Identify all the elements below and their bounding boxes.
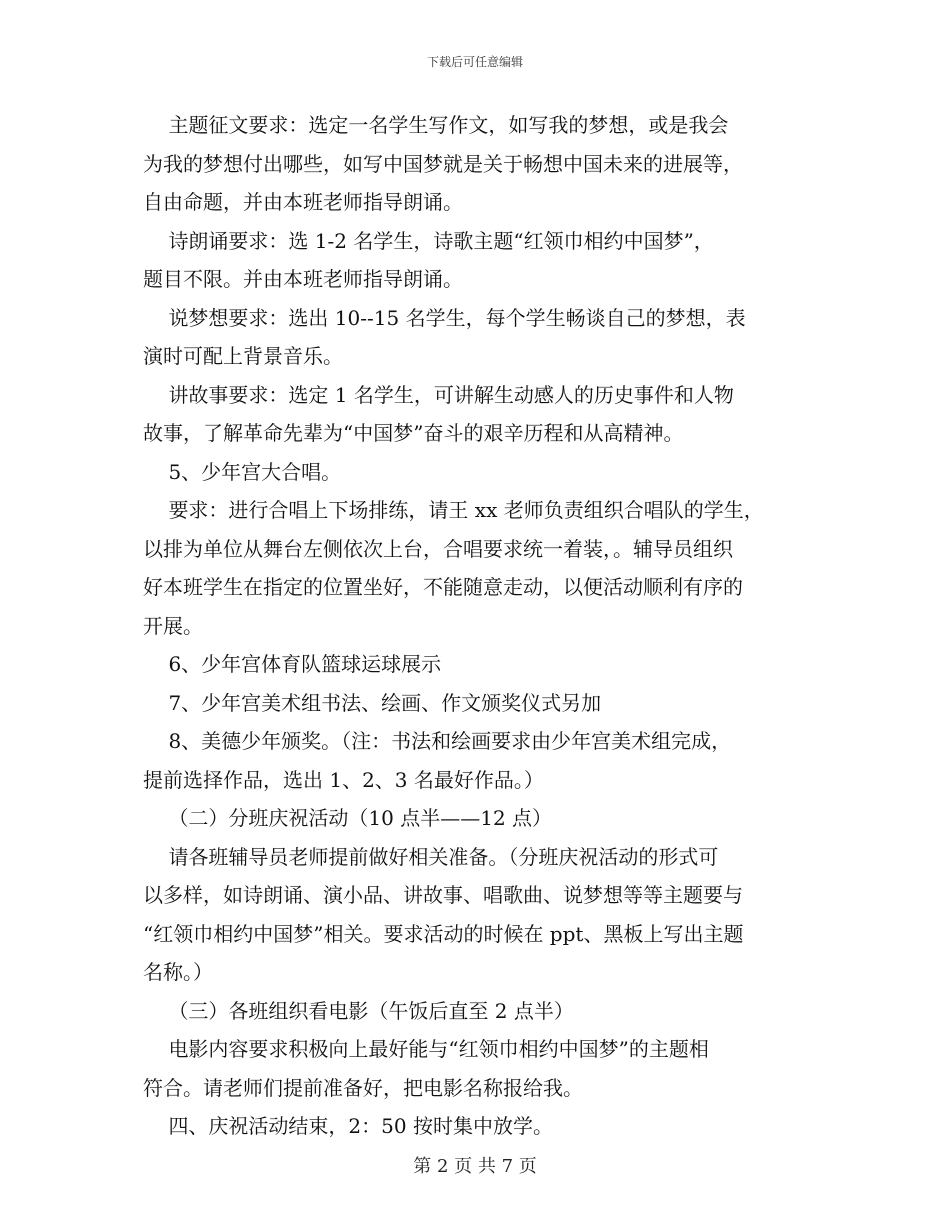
paragraph: 要求：进行合唱上下场排练，请王 xx 老师负责组织合唱队的学生， 以排为单位从舞台左侧依次上台，合唱要求统一着装，。辅导员组织 好本班学生在指定的位置坐好，不能随意走动，以便活动顺利有序的 开展。 <box>143 498 764 638</box>
paragraph: 诗朗诵要求：选 1-2 名学生，诗歌主题“红领巾相约中国梦”， 题目不限。并由本班老师指导朗诵。 <box>143 228 714 291</box>
paragraph: 说梦想要求：选出 10--15 名学生，每个学生畅谈自己的梦想，表 演时可配上背景音乐。 <box>143 305 746 368</box>
paragraph: 电影内容要求积极向上最好能与“红领巾相约中国梦”的主题相 符合。请老师们提前准备好，把电影名称报给我。 <box>143 1037 709 1100</box>
paragraph: （三）各班组织看电影（午饭后直至 2 点半） <box>143 998 574 1023</box>
paragraph: 请各班辅导员老师提前做好相关准备。（分班庆祝活动的形式可 以多样，如诗朗诵、演小品、讲故事、唱歌曲、说梦想等等主题要与 “红领巾相约中国梦”相关。要求活动的时候在 ppt、黑板上写出主题 名称。） <box>143 844 744 984</box>
paragraph: 四、庆祝活动结束，2：50 按时集中放学。 <box>143 1114 553 1138</box>
paragraph: 讲故事要求：选定 1 名学生，可讲解生动感人的历史事件和人物 故事，了解革命先辈为“中国梦”奋斗的艰辛历程和从高精神。 <box>143 382 734 445</box>
paragraph: 5、少年宫大合唱。 <box>143 459 342 484</box>
paragraph: （二）分班庆祝活动（10 点半——12 点） <box>143 806 553 830</box>
header-note: 下载后可任意编辑 <box>426 55 523 69</box>
document-body <box>143 106 823 1146</box>
paragraph: 主题征文要求：选定一名学生写作文，如写我的梦想，或是我会 为我的梦想付出哪些，如写中国梦就是关于畅想中国未来的进展等， 自由命题，并由本班老师指导朗诵。 <box>143 113 743 214</box>
page-number-footer: 第 2 页 共 7 页 <box>413 1156 537 1177</box>
paragraph: 6、少年宫体育队篮球运球展示 <box>143 652 442 676</box>
paragraph: 8、美德少年颁奖。（注：书法和绘画要求由少年宫美术组完成， 提前选择作品，选出 1、2、3 名最好作品。） <box>143 729 732 792</box>
paragraph: 7、少年宫美术组书法、绘画、作文颁奖仪式另加 <box>143 690 602 715</box>
